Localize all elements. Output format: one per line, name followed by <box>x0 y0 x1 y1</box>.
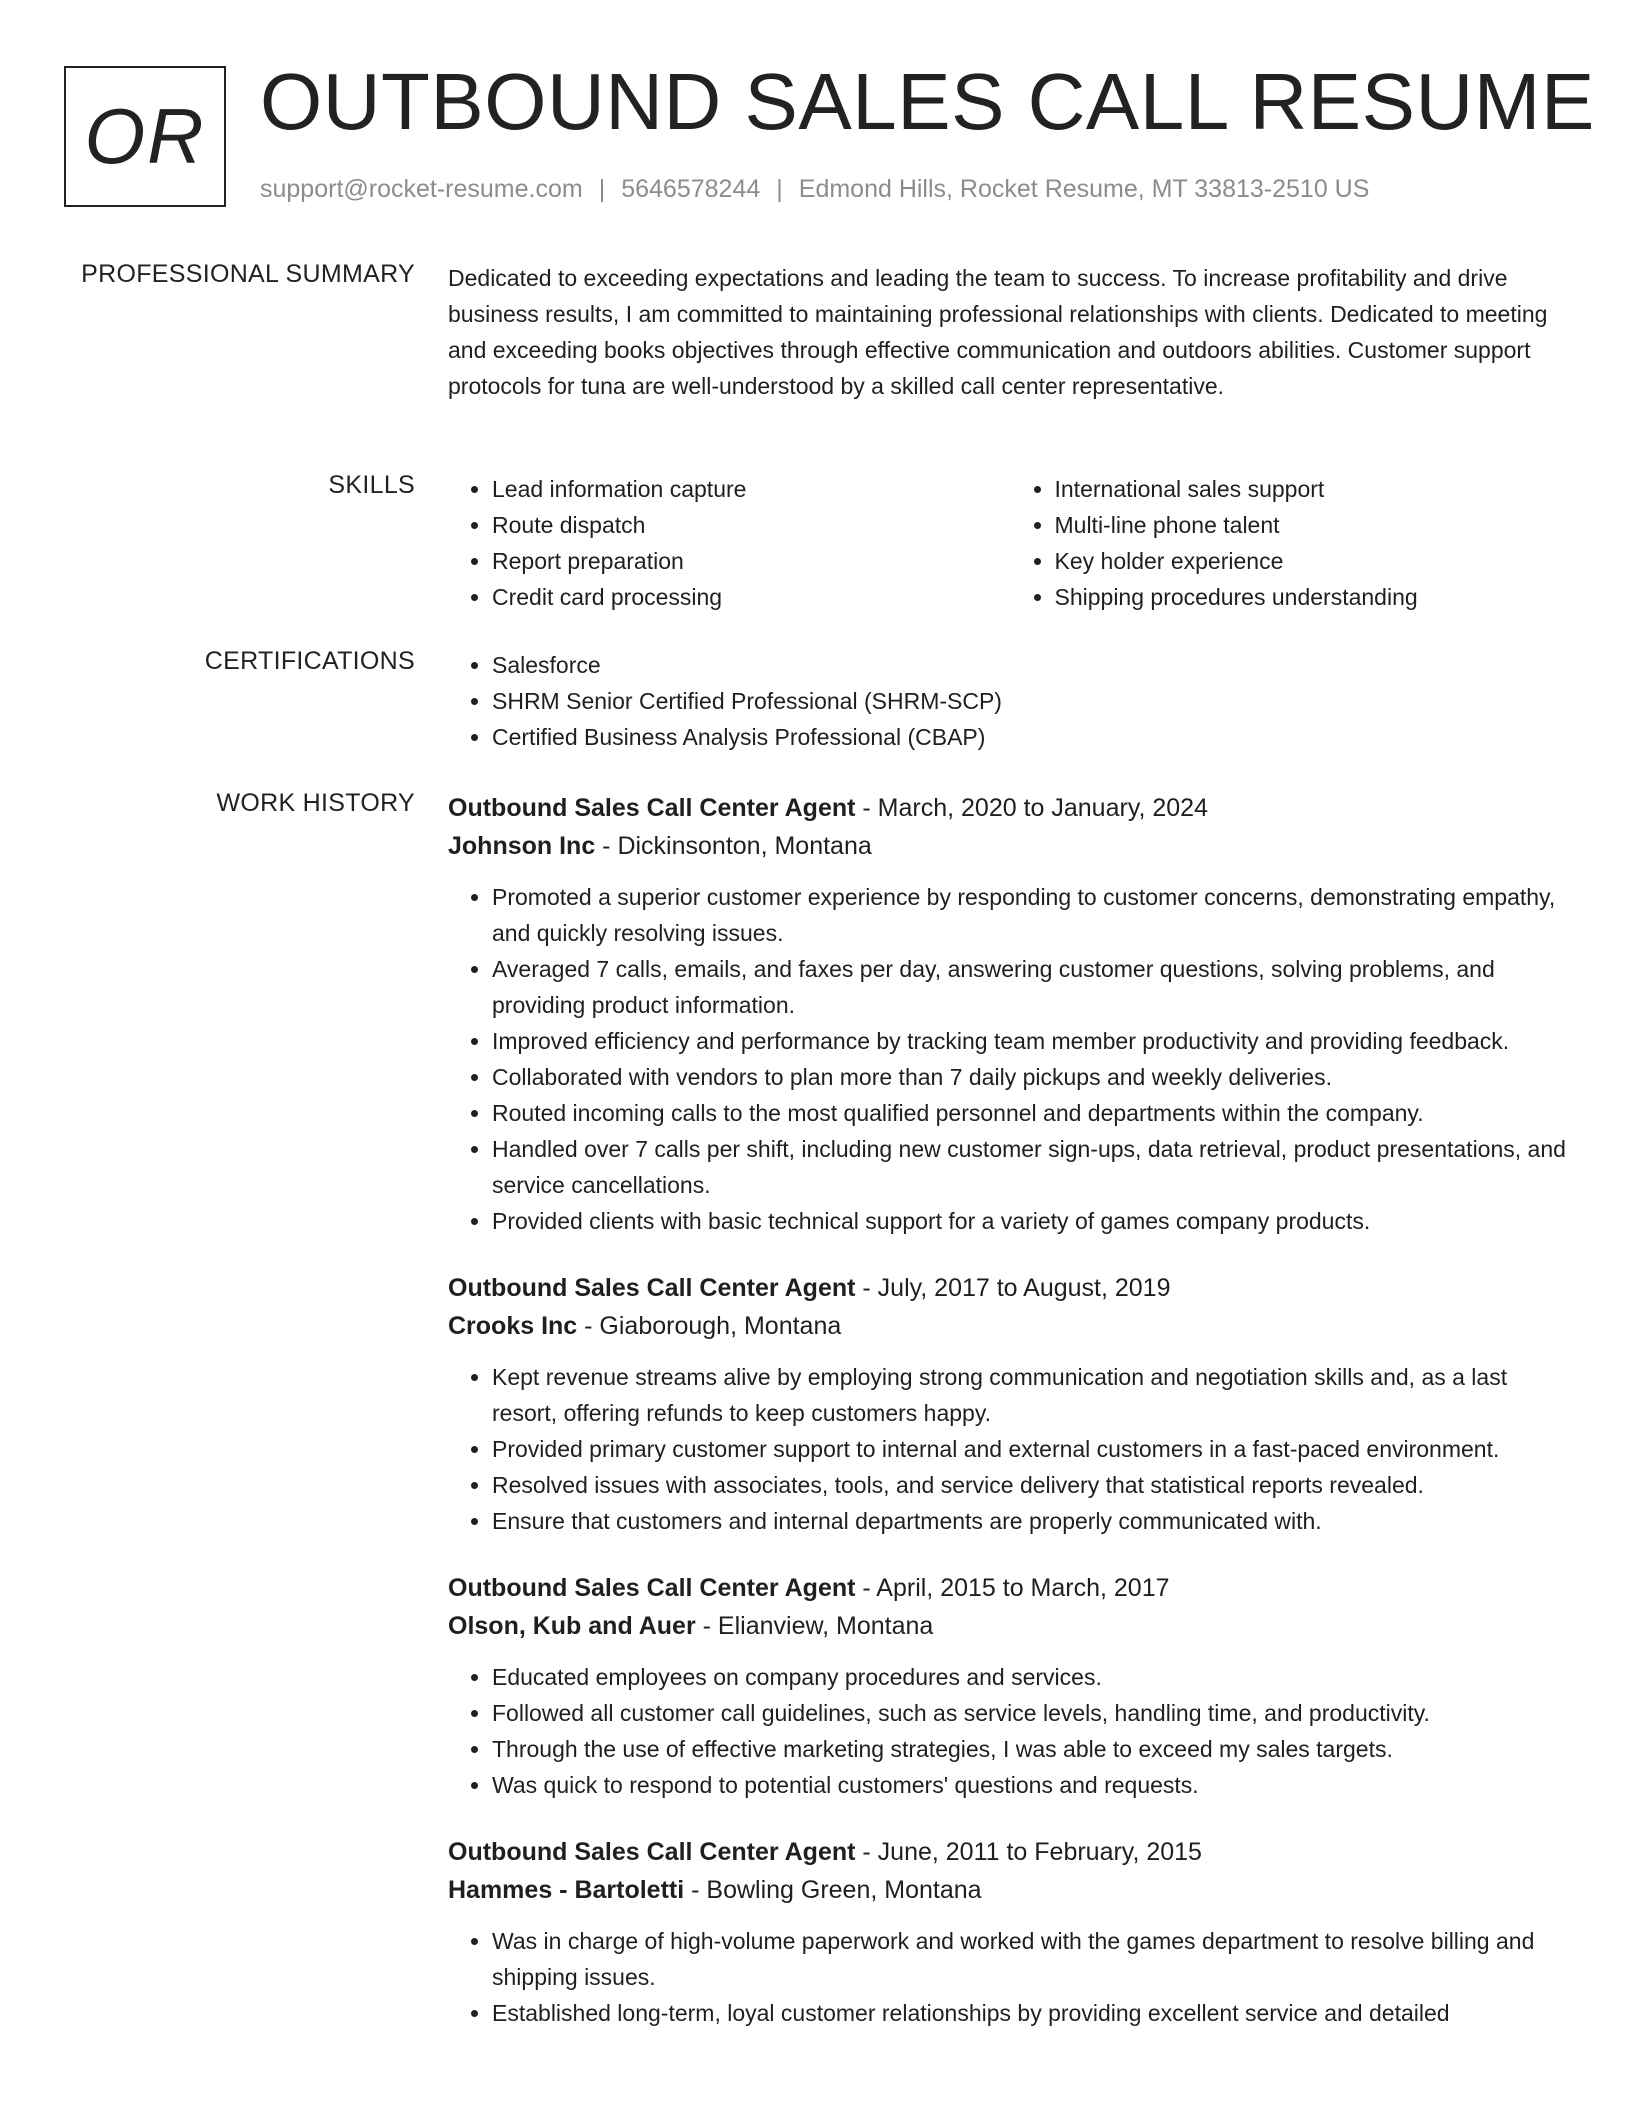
skill-item: • International sales support <box>1055 471 1574 507</box>
job-dates: - July, 2017 to August, 2019 <box>855 1274 1171 1302</box>
job-title-line <box>448 1833 1573 1871</box>
resume-title: OUTBOUND SALES CALL RESUME <box>260 57 1595 146</box>
job-entry <box>448 1833 1573 2031</box>
job-bullet: • Was quick to respond to potential customers' questions and requests. <box>492 1767 1573 1803</box>
job-company: Crooks Inc <box>448 1312 578 1340</box>
job-dates: - April, 2015 to March, 2017 <box>855 1574 1170 1602</box>
job-bullet: • Was in charge of high-volume paperwork and worked with the games department to resolve billing and shipping issues. <box>492 1923 1573 1995</box>
job-company: Johnson Inc <box>448 832 596 860</box>
job-location: - Bowling Green, Montana <box>684 1876 982 1904</box>
work-history-heading: WORK HISTORY <box>216 789 415 817</box>
job-bullet: • Improved efficiency and performance by tracking team member productivity and providing feedback. <box>492 1023 1573 1059</box>
skill-item: • Lead information capture <box>492 471 1011 507</box>
skill-item: • Credit card processing <box>492 579 1011 615</box>
job-location: - Elianview, Montana <box>695 1612 934 1640</box>
job-bullet: • Provided primary customer support to internal and external customers in a fast-paced environment. <box>492 1431 1573 1467</box>
job-entry <box>448 1569 1573 1803</box>
job-bullet: • Resolved issues with associates, tools, and service delivery that statistical reports revealed. <box>492 1467 1573 1503</box>
skill-item: • Shipping procedures understanding <box>1055 579 1574 615</box>
contact-separator: | <box>776 175 783 203</box>
job-bullet: • Handled over 7 calls per shift, including new customer sign-ups, data retrieval, product presentations, and service cancellations. <box>492 1131 1573 1203</box>
skill-item: • Route dispatch <box>492 507 1011 543</box>
job-entry <box>448 789 1573 1239</box>
contact-phone: 5646578244 <box>621 175 761 203</box>
contact-line <box>260 175 1369 204</box>
job-company-line <box>448 1871 1573 1909</box>
job-title-line <box>448 1269 1573 1307</box>
certification-item: • Certified Business Analysis Professional (CBAP) <box>492 719 1573 755</box>
contact-email: support@rocket-resume.com <box>260 175 583 203</box>
job-location: - Dickinsonton, Montana <box>595 832 872 860</box>
certifications-heading: CERTIFICATIONS <box>204 647 415 675</box>
job-bullets <box>448 1659 1573 1803</box>
job-title-line <box>448 1569 1573 1607</box>
job-title: Outbound Sales Call Center Agent <box>448 1574 856 1602</box>
skill-item: • Key holder experience <box>1055 543 1574 579</box>
job-title: Outbound Sales Call Center Agent <box>448 1274 856 1302</box>
job-title-line <box>448 789 1573 827</box>
skills-heading: SKILLS <box>328 471 415 499</box>
monogram-initials: OR <box>84 92 206 180</box>
job-title: Outbound Sales Call Center Agent <box>448 794 856 822</box>
job-dates: - March, 2020 to January, 2024 <box>855 794 1208 822</box>
job-bullet: • Averaged 7 calls, emails, and faxes per day, answering customer questions, solving problems, and providing product information. <box>492 951 1573 1023</box>
job-bullet: • Provided clients with basic technical support for a variety of games company products. <box>492 1203 1573 1239</box>
job-company-line <box>448 827 1573 865</box>
job-bullet: • Educated employees on company procedures and services. <box>492 1659 1573 1695</box>
job-bullet: • Promoted a superior customer experience by responding to customer concerns, demonstrating empathy, and quickly resolving issues. <box>492 879 1573 951</box>
skills-body <box>448 471 1573 615</box>
job-bullet: • Kept revenue streams alive by employing strong communication and negotiation skills and, as a last resort, offering refunds to keep customers happy. <box>492 1359 1573 1431</box>
work-history-body <box>448 789 1573 2061</box>
job-company: Olson, Kub and Auer <box>448 1612 696 1640</box>
job-bullet: • Routed incoming calls to the most qualified personnel and departments within the company. <box>492 1095 1573 1131</box>
job-bullets <box>448 1923 1573 2031</box>
job-company-line <box>448 1607 1573 1645</box>
certification-item: • Salesforce <box>492 647 1573 683</box>
summary-text: Dedicated to exceeding expectations and leading the team to success. To increase profitability and drive business results, I am committed to maintaining professional relationships with clients. Dedicated to meeting and exceeding books objectives through effective communication and outdoors abilities. Customer support protocols for tuna are well-understood by a skilled call center representative. <box>448 265 1548 399</box>
contact-address: Edmond Hills, Rocket Resume, MT 33813-2510 US <box>798 175 1370 203</box>
skill-item: • Multi-line phone talent <box>1055 507 1574 543</box>
certifications-list <box>448 647 1573 755</box>
job-bullet: • Ensure that customers and internal departments are properly communicated with. <box>492 1503 1573 1539</box>
job-bullet: • Through the use of effective marketing strategies, I was able to exceed my sales targets. <box>492 1731 1573 1767</box>
summary-heading: PROFESSIONAL SUMMARY <box>81 260 415 288</box>
job-bullet: • Collaborated with vendors to plan more than 7 daily pickups and weekly deliveries. <box>492 1059 1573 1095</box>
job-dates: - June, 2011 to February, 2015 <box>855 1838 1202 1866</box>
job-bullet: • Established long-term, loyal customer relationships by providing excellent service and detailed <box>492 1995 1573 2031</box>
job-bullets <box>448 879 1573 1239</box>
job-location: - Giaborough, Montana <box>577 1312 842 1340</box>
certification-item: • SHRM Senior Certified Professional (SHRM-SCP) <box>492 683 1573 719</box>
certifications-body <box>448 647 1573 755</box>
job-title: Outbound Sales Call Center Agent <box>448 1838 856 1866</box>
job-bullet: • Followed all customer call guidelines, such as service levels, handling time, and productivity. <box>492 1695 1573 1731</box>
job-bullets <box>448 1359 1573 1539</box>
job-entry <box>448 1269 1573 1539</box>
skill-item: • Report preparation <box>492 543 1011 579</box>
contact-separator: | <box>598 175 606 203</box>
skills-list-right <box>1011 471 1574 615</box>
skills-list-left <box>448 471 1011 615</box>
job-company-line <box>448 1307 1573 1345</box>
job-company: Hammes - Bartoletti <box>448 1876 685 1904</box>
monogram-box <box>64 66 226 207</box>
